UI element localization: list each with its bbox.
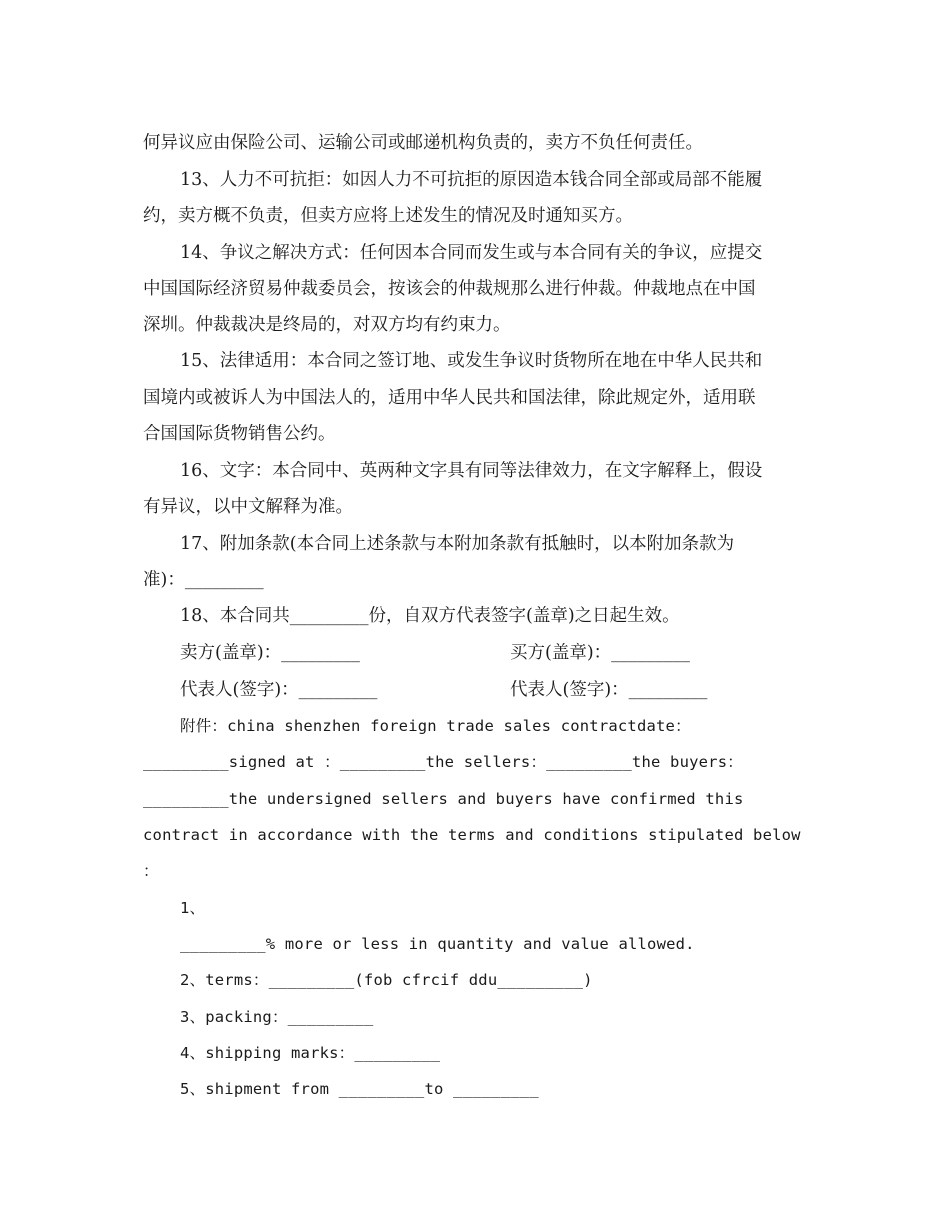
appendix-line-5: ： <box>143 862 159 880</box>
term-item-1: 1、 <box>180 899 206 917</box>
term-item-4: 4、shipping marks：_________ <box>180 1044 441 1062</box>
buyer-seal: 买方(盖章)：_________ <box>510 643 690 663</box>
clause-14-line-2: 中国国际经济贸易仲裁委员会，按该会的仲裁规那么进行仲裁。仲裁地点在中国 <box>143 279 756 299</box>
seller-representative: 代表人(签字)：_________ <box>180 680 378 700</box>
paragraph-12-continuation: 何异议应由保险公司、运输公司或邮递机构负责的，卖方不负任何责任。 <box>143 133 703 153</box>
buyer-seal-line <box>510 642 810 664</box>
clause-16-line-1: 16、文字：本合同中、英两种文字具有同等法律效力，在文字解释上，假设 <box>180 461 763 481</box>
appendix-line-4: contract in accordance with the terms and conditions stipulated below <box>143 826 801 844</box>
buyer-representative: 代表人(签字)：_________ <box>510 680 708 700</box>
clause-17-line-2: 准)：_________ <box>143 570 264 590</box>
clause-16-line-2: 有异议，以中文解释为准。 <box>143 497 353 517</box>
term-item-1-continuation: _________% more or less in quantity and value allowed. <box>180 935 695 953</box>
clause-18: 18、本合同共_________份，自双方代表签字(盖章)之日起生效。 <box>180 606 680 626</box>
clause-13-line-1: 13、人力不可抗拒：如因人力不可抗拒的原因造本钱合同全部或局部不能履 <box>180 170 763 190</box>
clause-13-line-2: 约，卖方概不负责，但卖方应将上述发生的情况及时通知买方。 <box>143 206 633 226</box>
buyer-rep-line <box>510 679 810 701</box>
appendix-line-3: _________the undersigned sellers and buyers have confirmed this <box>143 790 744 808</box>
term-item-3: 3、packing：_________ <box>180 1008 374 1026</box>
term-item-5: 5、shipment from _________to _________ <box>180 1080 539 1098</box>
term-item-2: 2、terms：_________(fob cfrcif ddu_________) <box>180 971 593 989</box>
clause-14-line-1: 14、争议之解决方式：任何因本合同而发生或与本合同有关的争议，应提交 <box>180 243 763 263</box>
clause-15-line-3: 合国国际货物销售公约。 <box>143 424 336 444</box>
clause-15-line-2: 国境内或被诉人为中国法人的，适用中华人民共和国法律，除此规定外，适用联 <box>143 388 756 408</box>
clause-15-line-1: 15、法律适用：本合同之签订地、或发生争议时货物所在地在中华人民共和 <box>180 351 763 371</box>
appendix-line-1: 附件：china shenzhen foreign trade sales contractdate： <box>180 717 691 735</box>
seller-seal: 卖方(盖章)：_________ <box>180 643 360 663</box>
clause-14-line-3: 深圳。仲裁裁决是终局的，对双方均有约束力。 <box>143 315 511 335</box>
appendix-line-2: _________signed at ：_________the sellers：_________the buyers： <box>143 753 743 771</box>
clause-17-line-1: 17、附加条款(本合同上述条款与本附加条款有抵触时，以本附加条款为 <box>180 534 735 554</box>
